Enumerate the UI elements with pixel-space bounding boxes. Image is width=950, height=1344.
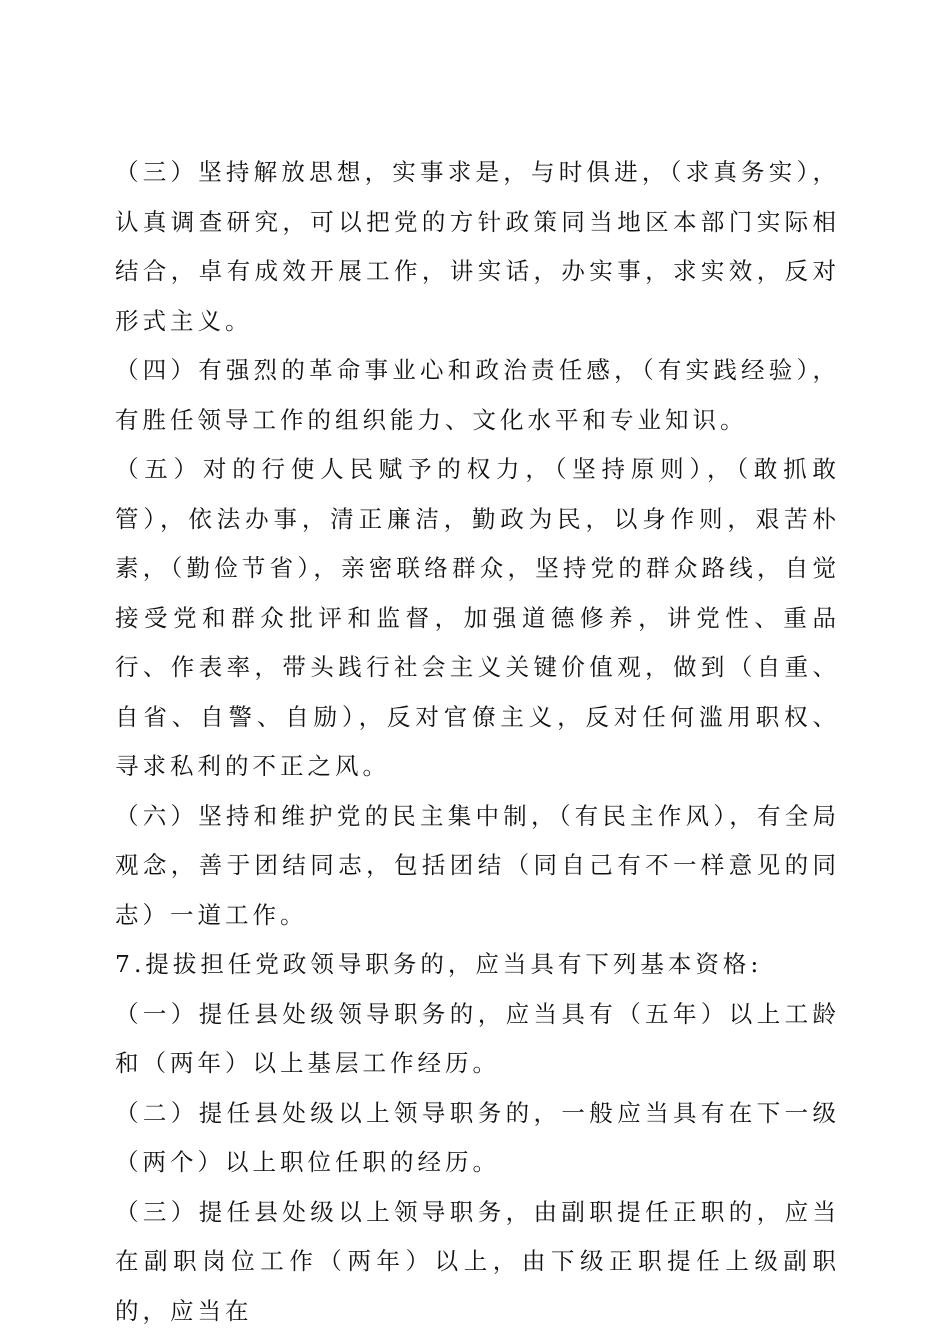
paragraph-3: （五）对的行使人民赋予的权力，（坚持原则），（敢抓敢管），依法办事，清正廉洁，勤政为民，以身作则，艰苦朴素，（勤俭节省），亲密联络群众，坚持党的群众路线，自觉接受党和群众批评和监督，加强道德修养，讲党性、重品行、作表率，带头践行社会主义关键价值观，做到（自重、自省、自警、自励），反对官僚主义，反对任何滥用职权、寻求私利的不正之风。: [115, 455, 840, 780]
paragraph-2: （四）有强烈的革命事业心和政治责任感，（有实践经验），有胜任领导工作的组织能力、文化水平和专业知识。: [115, 356, 840, 434]
paragraph-1: （三）坚持解放思想，实事求是，与时俱进，（求真务实），认真调查研究，可以把党的方针政策同当地区本部门实际相结合，卓有成效开展工作，讲实话，办实事，求实效，反对形式主义。: [115, 158, 840, 335]
document-body: [115, 148, 840, 1336]
paragraph-4: （六）坚持和维护党的民主集中制，（有民主作风），有全局观念，善于团结同志，包括团结（同自己有不一样意见的同志）一道工作。: [115, 801, 840, 929]
section-heading-7: 7.提拔担任党政领导职务的，应当具有下列基本资格:: [115, 950, 763, 978]
paragraph-6: （一）提任县处级领导职务的，应当具有（五年）以上工龄和（两年）以上基层工作经历。: [115, 999, 840, 1077]
paragraph-7: （二）提任县处级以上领导职务的，一般应当具有在下一级（两个）以上职位任职的经历。: [115, 1098, 840, 1176]
paragraph-8: （三）提任县处级以上领导职务，由副职提任正职的，应当在副职岗位工作（两年）以上，由下级正职提任上级副职的，应当在: [115, 1197, 840, 1325]
